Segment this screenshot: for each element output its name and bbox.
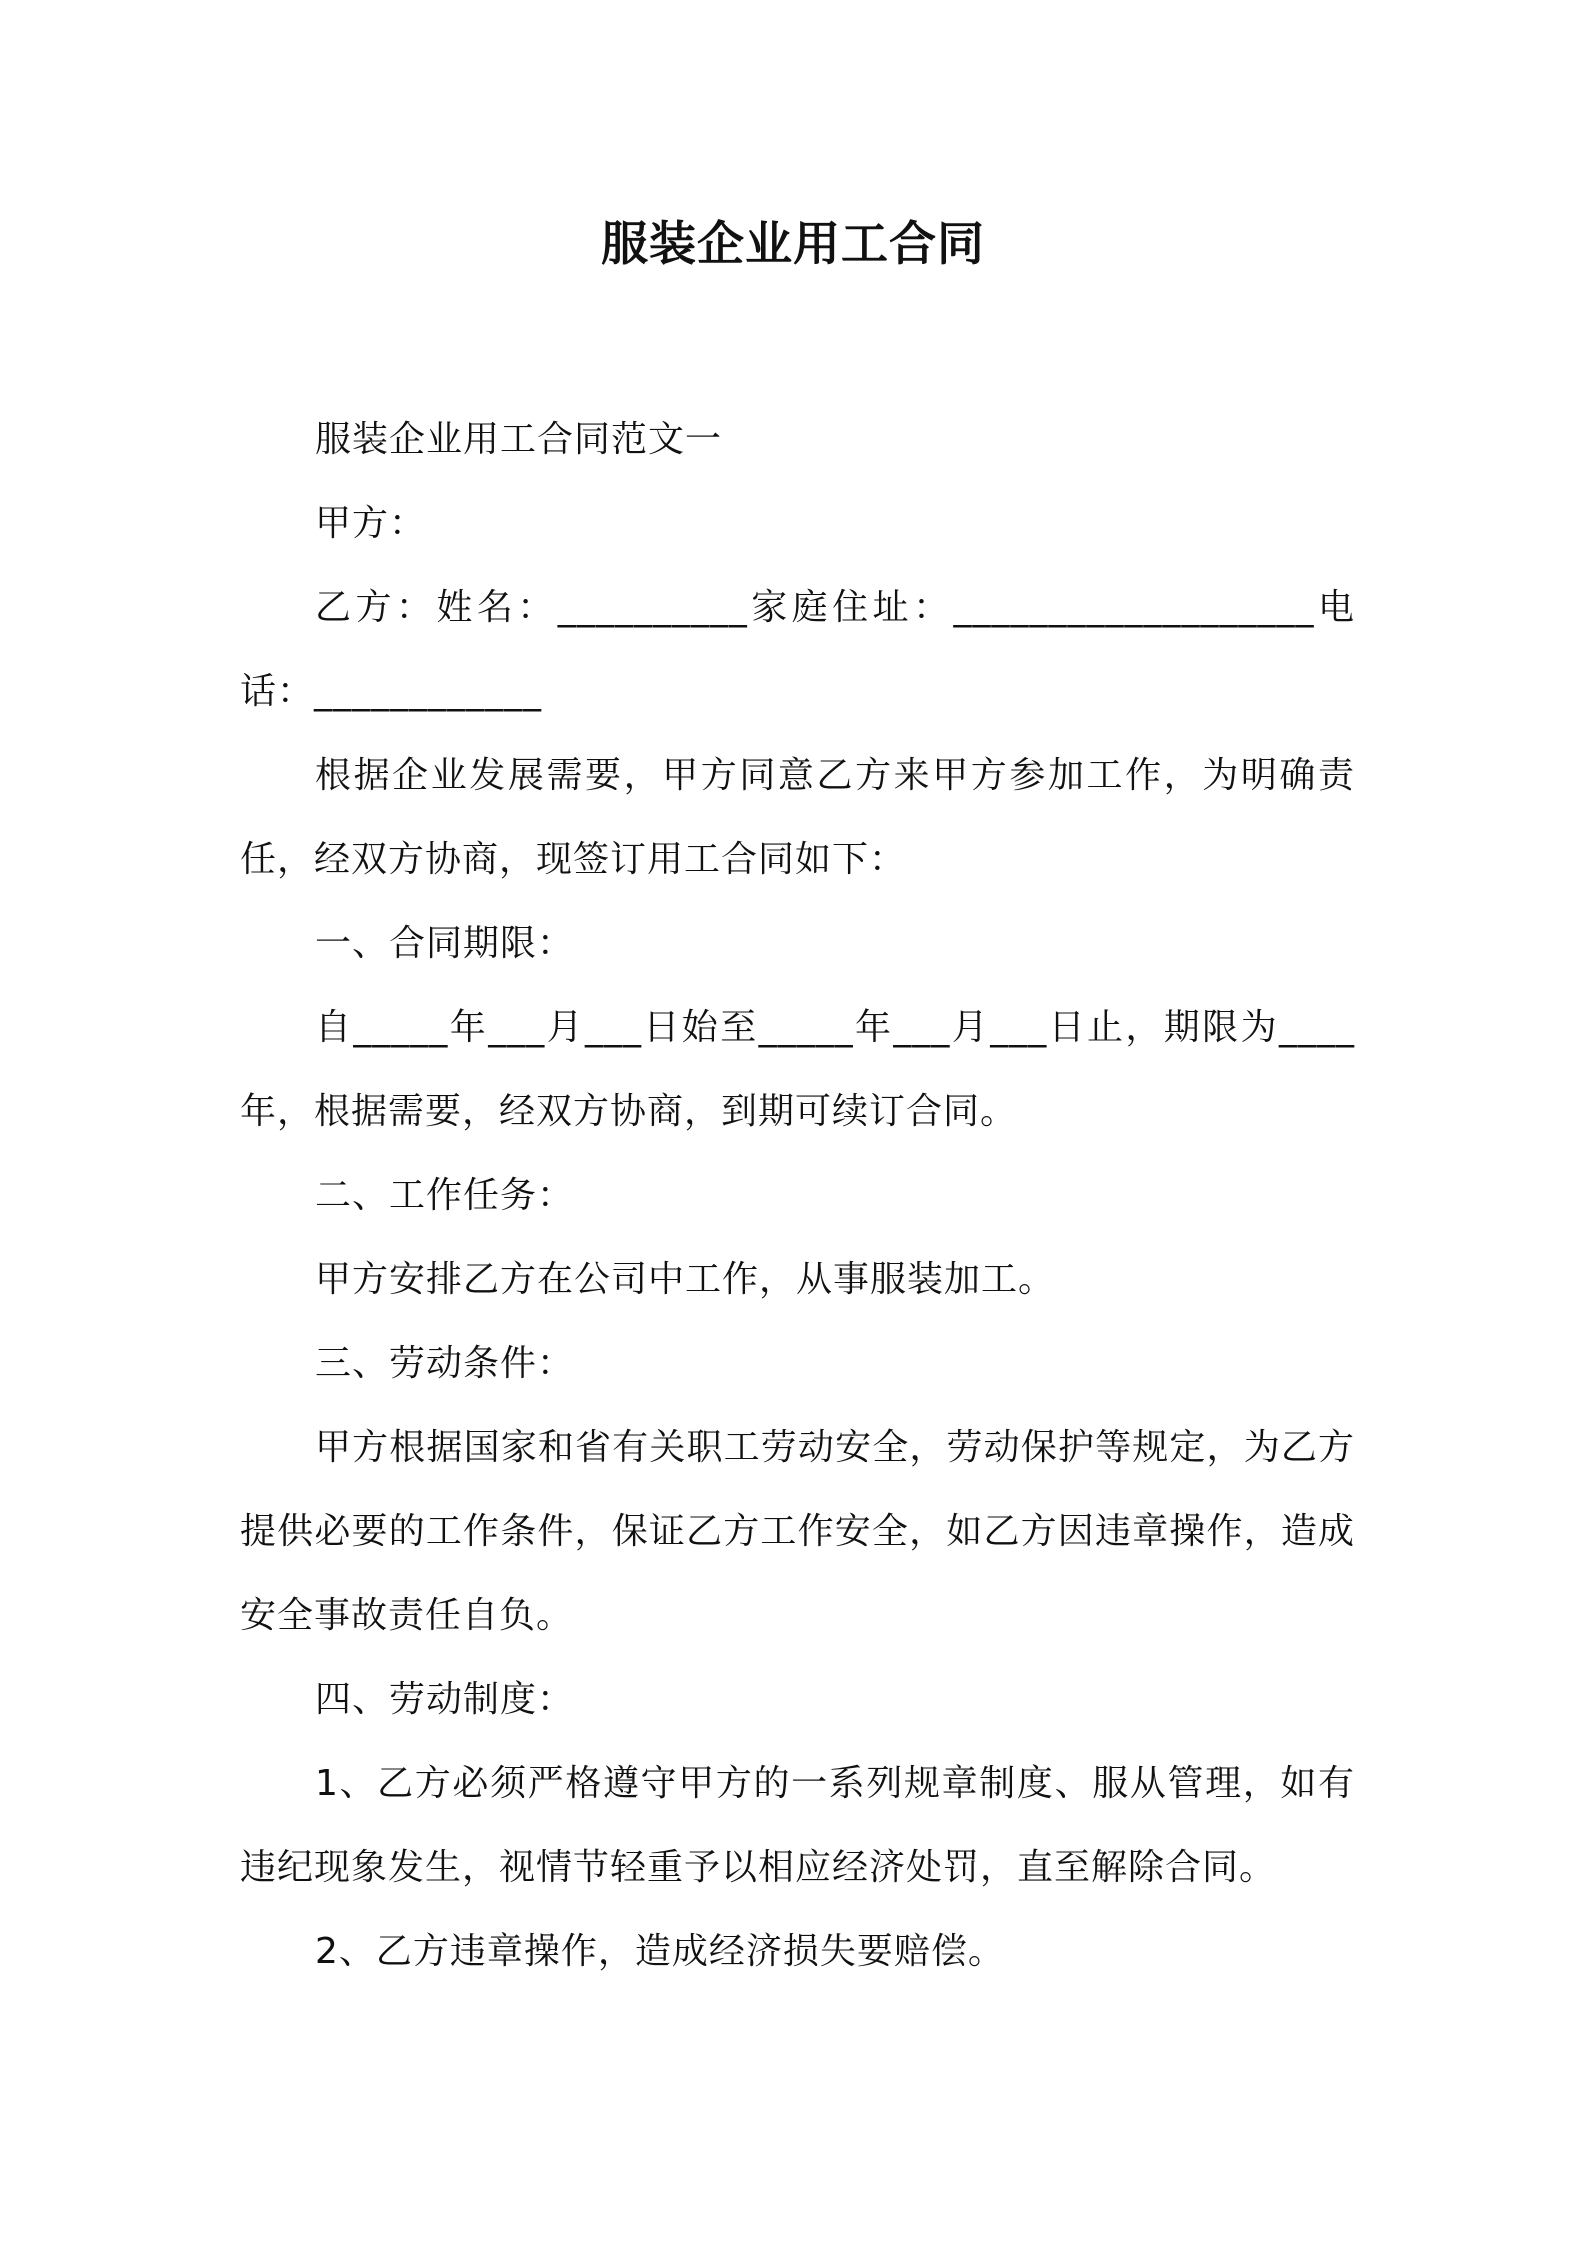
document-title: 服装企业用工合同 bbox=[601, 217, 985, 272]
subtitle-paragraph: 服装企业用工合同范文一 bbox=[315, 419, 723, 460]
party-b-line: 乙方：姓名：__________家庭住址：___________________电话：____________ bbox=[240, 587, 1355, 712]
section-heading-labor-conditions: 三、劳动条件： bbox=[315, 1343, 575, 1384]
party-a-line: 甲方： bbox=[315, 503, 427, 544]
labor-conditions-paragraph: 甲方根据国家和省有关职工劳动安全，劳动保护等规定，为乙方提供必要的工作条件，保证乙方工作安全，如乙方因违章操作，造成安全事故责任自负。 bbox=[240, 1427, 1355, 1636]
intro-paragraph: 根据企业发展需要，甲方同意乙方来甲方参加工作，为明确责任，经双方协商，现签订用工合同如下： bbox=[240, 755, 1355, 880]
labor-system-item-2: 2、乙方违章操作，造成经济损失要赔偿。 bbox=[315, 1931, 1005, 1972]
section-heading-work-task: 二、工作任务： bbox=[315, 1175, 575, 1216]
work-task-paragraph: 甲方安排乙方在公司中工作，从事服装加工。 bbox=[315, 1259, 1056, 1300]
labor-system-item-1: 1、乙方必须严格遵守甲方的一系列规章制度、服从管理，如有违纪现象发生，视情节轻重予以相应经济处罚，直至解除合同。 bbox=[240, 1763, 1355, 1888]
section-heading-labor-system: 四、劳动制度： bbox=[315, 1679, 575, 1720]
contract-term-paragraph: 自_____年___月___日始至_____年___月___日止，期限为____年，根据需要，经双方协商，到期可续订合同。 bbox=[240, 1007, 1355, 1132]
document-body bbox=[240, 398, 1355, 1994]
section-heading-contract-term: 一、合同期限： bbox=[315, 923, 575, 964]
